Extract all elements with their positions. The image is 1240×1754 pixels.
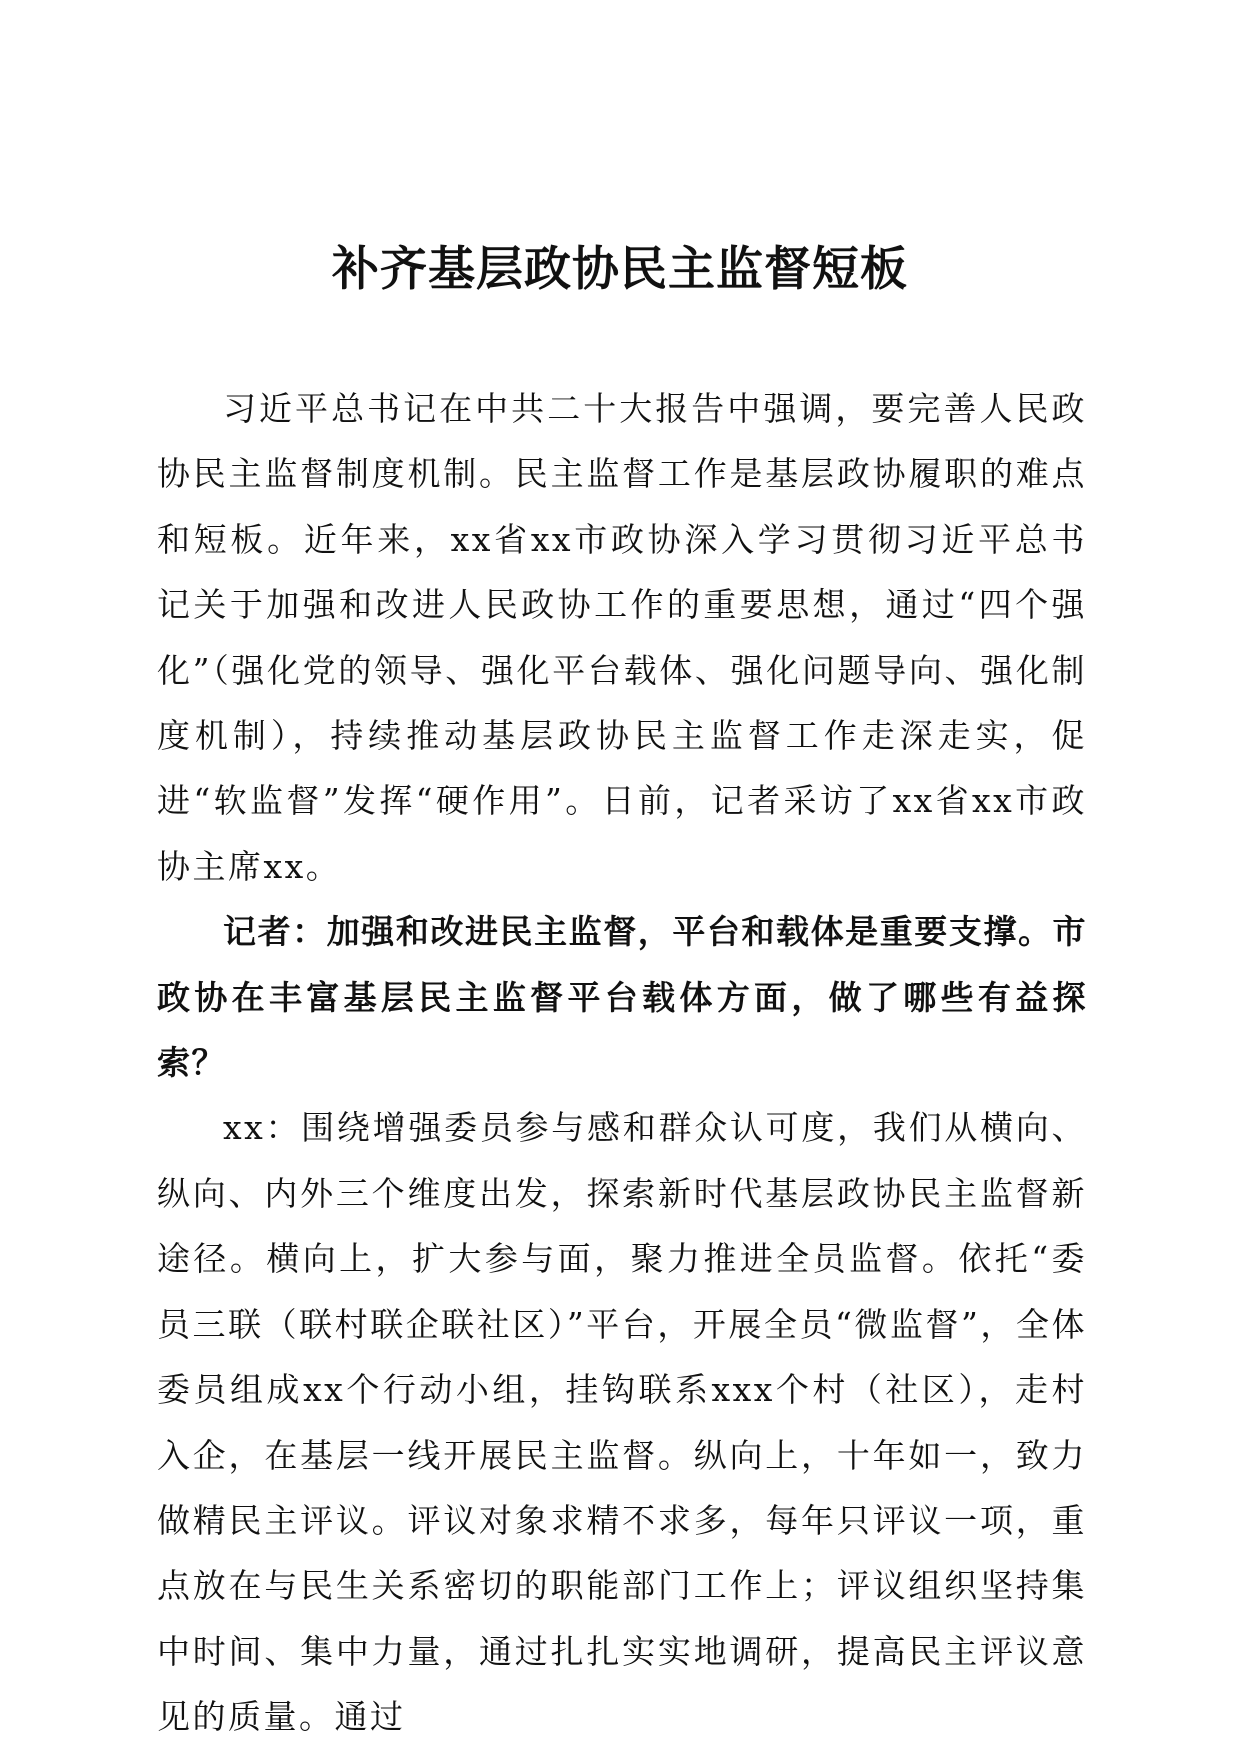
interview-answer: xx：围绕增强委员参与感和群众认可度，我们从横向、纵向、内外三个维度出发，探索新时代基层政协民主监督新途径。横向上，扩大参与面，聚力推进全员监督。依托“委员三联（联村联企联社区）”平台，开展全员“微监督”，全体委员组成xx个行动小组，挂钩联系xxx个村（社区），走村入企，在基层一线开展民主监督。纵向上，十年如一，致力做精民主评议。评议对象求精不求多，每年只评议一项，重点放在与民生关系密切的职能部门工作上；评议组织坚持集中时间、集中力量，通过扎扎实实地调研，提高民主评议意见的质量。通过 bbox=[157, 1108, 1087, 1737]
interview-question: 记者：加强和改进民主监督，平台和载体是重要支撑。市政协在丰富基层民主监督平台载体方面，做了哪些有益探索？ bbox=[157, 912, 1087, 1083]
intro-paragraph: 习近平总书记在中共二十大报告中强调，要完善人民政协民主监督制度机制。民主监督工作是基层政协履职的难点和短板。近年来，xx省xx市政协深入学习贯彻习近平总书记关于加强和改进人民政协工作的重要思想，通过“四个强化”（强化党的领导、强化平台载体、强化问题导向、强化制度机制），持续推动基层政协民主监督工作走深走实，促进“软监督”发挥“硬作用”。日前，记者采访了xx省xx市政协主席xx。 bbox=[157, 389, 1087, 886]
document-title: 补齐基层政协民主监督短板 bbox=[332, 242, 908, 297]
document-body bbox=[157, 376, 1087, 1750]
